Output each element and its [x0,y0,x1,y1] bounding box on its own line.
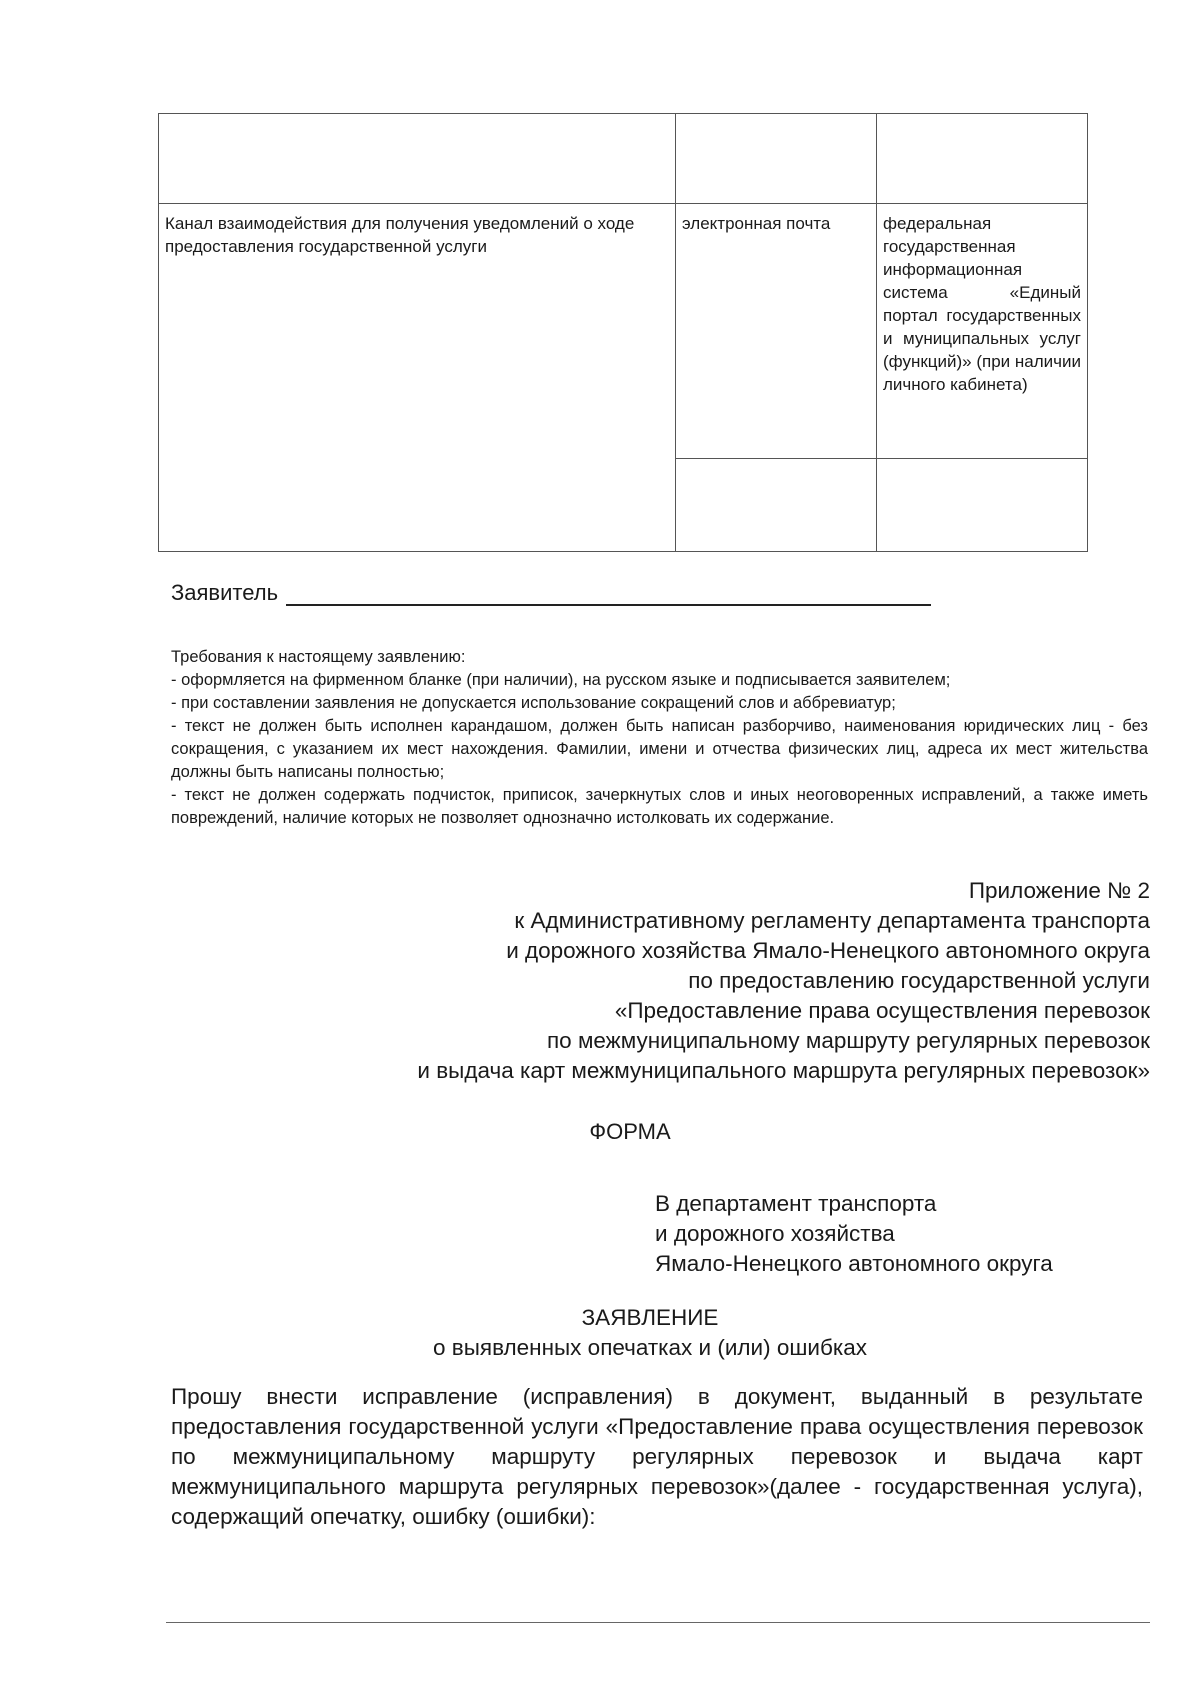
table-cell [159,114,676,204]
table-cell-text [676,459,876,467]
form-label-row [0,1119,1200,1145]
form-label: ФОРМА [589,1119,671,1144]
statement-body: Прошу внести исправление (исправления) в документ, выданный в результате предоставления государственной услуги «Предоставление права осуществления перевозок по межмуниципальному маршруту регулярных перевозок и выдача карт межмуниципального маршрута регулярных перевозок»(далее - государственная услуга), содержащий опечатку, ошибку (ошибки): [171,1384,1143,1529]
table-cell-text [159,114,675,122]
applicant-signature-line[interactable] [286,580,931,606]
footer-divider [166,1622,1150,1623]
appendix-line: «Предоставление права осуществления перевозок [614,998,1150,1023]
destination-line: и дорожного хозяйства [655,1221,895,1246]
statement-title: ЗАЯВЛЕНИЕ [581,1305,719,1330]
channel-label-cell [159,204,676,552]
table-cell [877,459,1088,552]
channel-email-cell [676,204,877,459]
appendix-header [250,876,1150,1086]
appendix-line: и дорожного хозяйства Ямало-Ненецкого автономного округа [506,938,1150,963]
table-cell-text [877,114,1087,122]
table-cell [676,459,877,552]
table-cell-text [877,459,1087,467]
requirement-item: - текст не должен быть исполнен карандашом, должен быть написан разборчиво, наименования юридических лиц - без сокращения, с указанием их мест нахождения. Фамилии, имени и отчества физических лиц, адреса их мест жительства должны быть написаны полностью; [171,717,1148,781]
appendix-line: к Административному регламенту департамента транспорта [514,908,1150,933]
destination-block [655,1189,1053,1279]
channel-portal-cell [877,204,1088,459]
applicant-signature-row [171,580,931,606]
channel-label-text: Канал взаимодействия для получения уведомлений о ходе предоставления государственной услуги [165,214,635,256]
statement-heading [0,1303,1200,1363]
requirement-item: - текст не должен содержать подчисток, приписок, зачеркнутых слов и иных неоговоренных исправлений, а также иметь повреждений, наличие которых не позволяет однозначно истолковать их содержание. [171,786,1148,827]
applicant-label: Заявитель [171,580,279,605]
requirement-item: - при составлении заявления не допускается использование сокращений слов и аббревиатур; [171,694,896,712]
statement-subtitle: о выявленных опечатках и (или) ошибках [433,1335,867,1360]
requirement-item: - оформляется на фирменном бланке (при наличии), на русском языке и подписывается заявителем; [171,671,951,689]
requirements-heading: Требования к настоящему заявлению: [171,648,466,666]
table-cell-text [676,114,876,122]
table-cell [676,114,877,204]
notification-channel-table [158,113,1088,552]
channel-portal-text: федеральная государственная информационная система «Единый портал государственных и муниципальных услуг (функций)» (при наличии личного кабинета) [883,214,1081,394]
channel-email-text: электронная почта [682,214,831,233]
appendix-line: и выдача карт межмуниципального маршрута регулярных перевозок» [417,1058,1150,1083]
appendix-line: Приложение № 2 [968,878,1150,903]
table-cell [877,114,1088,204]
appendix-line: по предоставлению государственной услуги [688,968,1150,993]
requirements-block [171,646,1148,830]
destination-line: Ямало-Ненецкого автономного округа [655,1251,1053,1276]
destination-line: В департамент транспорта [655,1191,937,1216]
appendix-line: по межмуниципальному маршруту регулярных перевозок [547,1028,1150,1053]
